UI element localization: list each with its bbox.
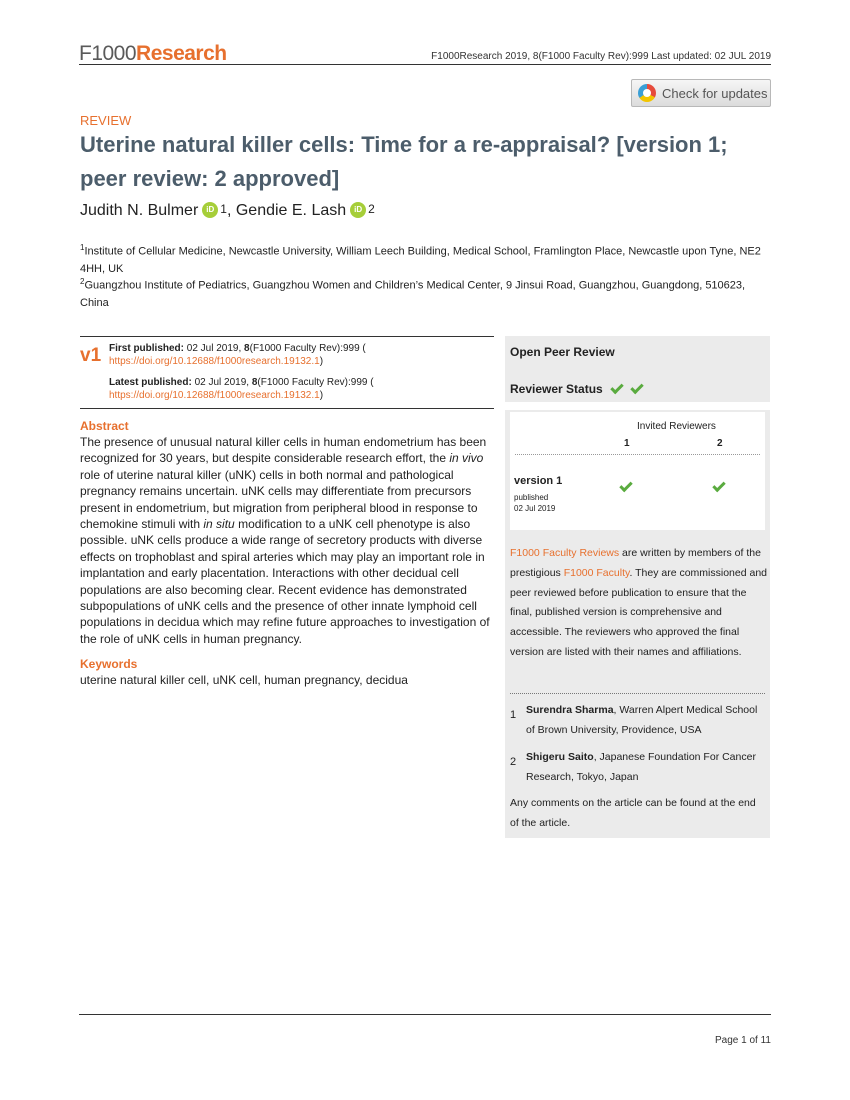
reviewer-details xyxy=(526,700,764,740)
version-tag: v1 xyxy=(80,345,102,366)
abstract-part: modification to a uNK cell phenotype is also possible. uNK cells produce a wide range of secretory products with diverse effects on trophoblast and spiral arteries which may play an important role in implantation and early placentation. Interactions with other decidual cell populations are also becoming clear. Recent evidence has demonstrated subpopulations of uNK cells and the presence of other innate lymphoid cell populations in decidua which may refine future approaches to investigation of the role of uNK cells in human pregnancy. xyxy=(80,517,490,646)
header-meta: F1000Research 2019, 8(F1000 Faculty Rev):999 Last updated: 02 JUL 2019 xyxy=(431,51,771,62)
affiliation-2 xyxy=(80,273,770,312)
reviewer-item xyxy=(510,700,765,740)
orcid-icon[interactable]: iD xyxy=(202,202,218,218)
check-for-updates-label: Check for updates xyxy=(662,85,768,101)
abstract-emphasis: in vivo xyxy=(449,451,484,466)
description-text: are written by members of the prestigious xyxy=(510,547,761,579)
first-published-date: 02 Jul 2019, xyxy=(184,343,245,354)
faculty-reviews-link[interactable]: F1000 Faculty Reviews xyxy=(510,547,620,559)
open-peer-review-panel xyxy=(505,336,770,838)
reviewer-item xyxy=(510,747,765,787)
reviewer-number: 2 xyxy=(510,756,517,768)
reviewer-name: Shigeru Saito xyxy=(526,751,594,763)
orcid-icon[interactable]: iD xyxy=(350,202,366,218)
affiliation-1 xyxy=(80,239,770,278)
logo-suffix: Research xyxy=(136,42,227,65)
author-name[interactable]: , Gendie E. Lash xyxy=(226,202,347,219)
reviewer-affiliation: , Japanese Foundation For Cancer Research, Tokyo, Japan xyxy=(526,751,756,783)
description-text: . They are commissioned and peer reviewed before publication to ensure that the final, published version is comprehensive and accessible. The reviewers who approved the final version are listed with their names and affiliations. xyxy=(510,566,768,658)
abstract-part: role of uterine natural killer (uNK) cells in both normal and pathological pregnancy remains uncertain. uNK cells may differentiate from precursors present in endometrium, but migration from peripheral blood in response to chemokine stimuli with xyxy=(80,467,478,532)
approved-check-icon xyxy=(712,479,725,492)
volume: 8 xyxy=(244,343,250,354)
logo-prefix: F1000 xyxy=(79,42,137,65)
invited-reviewers-label: Invited Reviewers xyxy=(637,421,716,432)
reviewer-name: Surendra Sharma xyxy=(526,704,614,716)
approved-check-icon xyxy=(610,380,623,393)
journal-logo[interactable] xyxy=(79,42,227,66)
table-divider xyxy=(515,454,760,455)
approved-check-icon xyxy=(619,479,632,492)
abstract-part: The presence of unusual natural killer cells in human endometrium has been recognized for 30 years, but despite considerable research effort, the xyxy=(80,435,487,466)
volume: 8 xyxy=(251,377,258,388)
faculty-review-description xyxy=(510,544,768,663)
abstract-text xyxy=(80,434,494,647)
header-divider xyxy=(79,64,771,65)
reviewer-column-1[interactable]: 1 xyxy=(624,438,630,449)
keywords-heading: Keywords xyxy=(80,657,138,671)
affiliation-text: Institute of Cellular Medicine, Newcastle University, William Leech Building, Medical School, Framlington Place, Newcastle upon Tyne, NE2 4HH, UK xyxy=(80,245,761,275)
approved-check-icon xyxy=(630,380,643,393)
affiliation-number: 2 xyxy=(80,277,85,286)
reviewer-status-label: Reviewer Status xyxy=(510,382,603,396)
reviewer-number: 1 xyxy=(510,709,517,721)
published-date: 02 Jul 2019 xyxy=(514,504,556,513)
check-for-updates-button[interactable] xyxy=(631,79,771,107)
reviewer-affiliation: , Warren Alpert Medical School of Brown University, Providence, USA xyxy=(526,704,758,736)
affiliation-ref: 1 xyxy=(220,202,227,216)
peer-review-title: Open Peer Review xyxy=(510,345,615,359)
close-paren: ) xyxy=(319,356,324,367)
publication-info xyxy=(80,336,494,409)
latest-published-line xyxy=(109,376,489,402)
first-published-line xyxy=(109,342,489,368)
reviewer-2-report[interactable] xyxy=(713,476,725,494)
abstract-heading: Abstract xyxy=(80,419,129,433)
citation-rest: (F1000 Faculty Rev):999 ( xyxy=(249,343,366,354)
reviewers-divider xyxy=(510,693,765,694)
author-list xyxy=(80,202,375,220)
affiliation-number: 1 xyxy=(80,243,85,252)
keywords-text: uterine natural killer cell, uNK cell, human pregnancy, decidua xyxy=(80,673,408,687)
comments-note: Any comments on the article can be found at the end of the article. xyxy=(510,797,756,829)
affiliation-ref: 2 xyxy=(368,202,375,216)
doi-link[interactable]: https://doi.org/10.12688/f1000research.19132.1 xyxy=(109,356,320,367)
page-number: Page 1 of 11 xyxy=(715,1035,771,1046)
crossmark-icon xyxy=(638,84,656,102)
affiliation-text: Guangzhou Institute of Pediatrics, Guangzhou Women and Children’s Medical Center, 9 Jinsui Road, Guangzhou, Guangdong, 510623, China xyxy=(80,279,746,309)
reviewer-details xyxy=(526,747,764,787)
doi-link[interactable]: https://doi.org/10.12688/f1000research.19132.1 xyxy=(109,390,320,401)
reviewer-1-report[interactable] xyxy=(620,476,632,494)
abstract-emphasis: in situ xyxy=(203,517,235,532)
version-label[interactable]: version 1 xyxy=(514,475,563,487)
reviewer-column-2[interactable]: 2 xyxy=(717,438,723,449)
reviewer-table xyxy=(510,412,765,530)
author-name[interactable]: Judith N. Bulmer xyxy=(80,202,199,219)
published-label: published xyxy=(514,493,549,502)
version-published xyxy=(514,492,555,514)
latest-published-label: Latest published: xyxy=(109,377,192,388)
article-title: Uterine natural killer cells: Time for a re-appraisal? [version 1; peer review: 2 approved] xyxy=(80,132,728,191)
first-published-label: First published: xyxy=(109,343,184,354)
panel-spacer xyxy=(505,402,770,410)
article-type: REVIEW xyxy=(80,113,132,128)
reviewer-status xyxy=(510,382,643,396)
close-paren: ) xyxy=(319,390,324,401)
latest-published-date: 02 Jul 2019, xyxy=(191,377,252,388)
citation-rest: (F1000 Faculty Rev):999 ( xyxy=(257,377,374,388)
footer-divider xyxy=(79,1014,771,1015)
faculty-link[interactable]: F1000 Faculty xyxy=(563,566,630,579)
